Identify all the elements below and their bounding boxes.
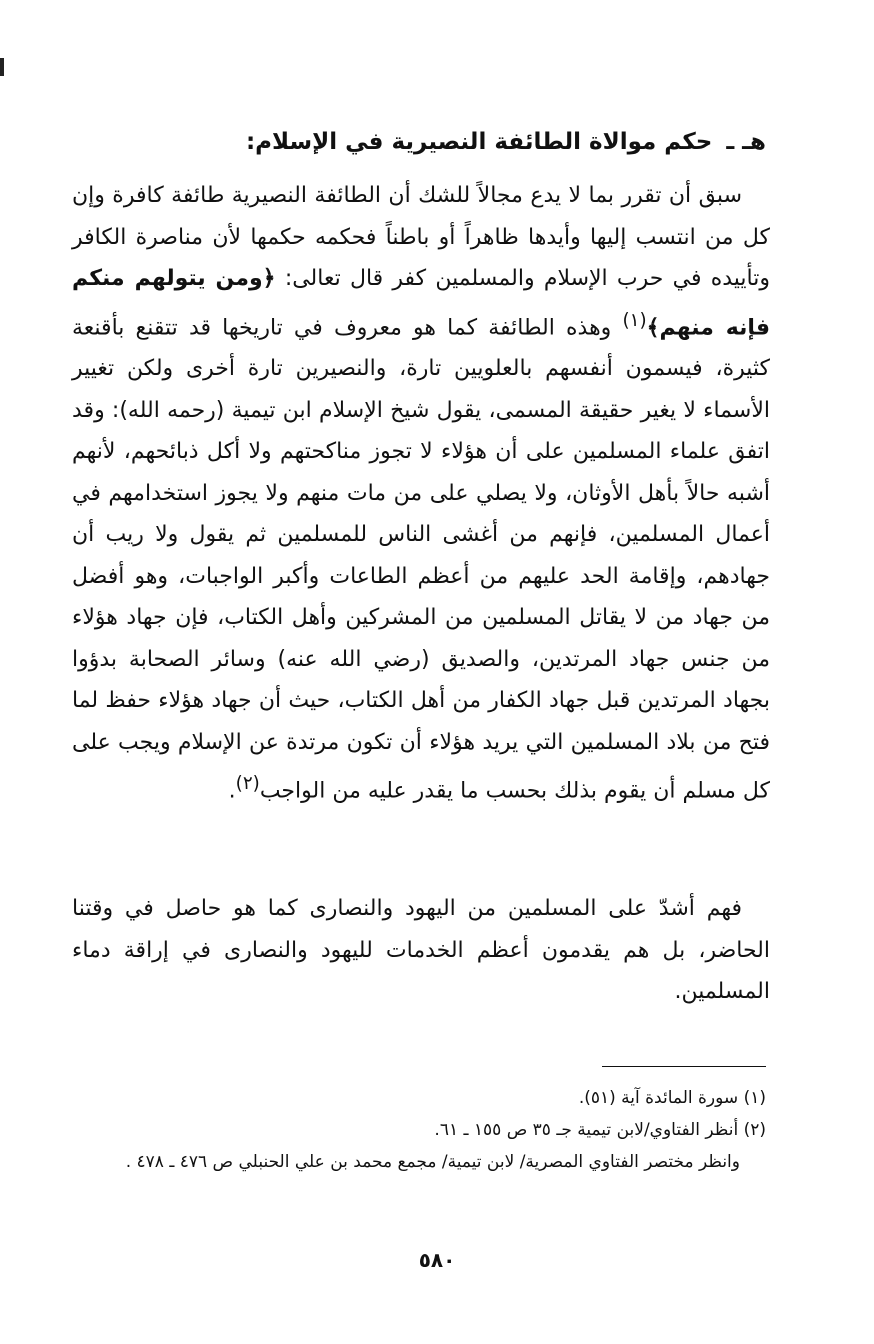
footnote-separator <box>602 1066 766 1067</box>
paragraph-1-body: وهذه الطائفة كما هو معروف في تاريخها قد تتقنع بأقنعة كثيرة، فيسمون أنفسهم بالعلويين تارة، والنصيرين تارة أخرى ولكن تغيير الأسماء لا يغير حقيقة المسمى، يقول شيخ الإسلام ابن تيمية (رحمه الله): وقد اتفق علماء المسلمين على أن هؤلاء لا تجوز مناكحتهم ولا أكل ذبائحهم، لأنهم أشبه حالاً بأهل الأوثان، ولا يصلي على من مات منهم ولا يجوز استخدامهم في أعمال المسلمين، فإنهم من أغشى الناس للمسلمين ثم يقول ولا ريب أن جهادهم، وإقامة الحد عليهم من أعظم الطاعات وأكبر الواجبات، وهو أفضل من جهاد من لا يقاتل المسلمين من المشركين وأهل الكتاب، فإن جهاد هؤلاء من جنس جهاد المرتدين، والصديق (رضي الله عنه) وسائر الصحابة بدؤوا بجهاد المرتدين قبل جهاد الكفار من أهل الكتاب، حيث أن جهاد هؤلاء حفظ لما فتح من بلاد المسلمين التي يريد هؤلاء أن تكون مرتدة عن الإسلام ويجب على كل مسلم أن يقوم بذلك بحسب ما يقدر عليه من الواجب <box>72 314 770 804</box>
footnote-ref-1: (١) <box>622 309 647 331</box>
body-paragraph-2 <box>72 888 770 1013</box>
section-marker: هـ ـ <box>726 129 766 155</box>
footnote-1: (١) سورة المائدة آية (٥١). <box>578 1088 766 1108</box>
section-heading <box>72 122 766 162</box>
paragraph-1-end: . <box>228 778 236 804</box>
footnote-2: (٢) أنظر الفتاوي/لابن تيمية جـ ٣٥ ص ١٥٥ ـ ٦١. <box>434 1120 766 1140</box>
body-paragraph-1 <box>72 175 770 812</box>
page-number: ٥٨٠ <box>418 1248 456 1272</box>
footnote-2-continuation: وانظر مختصر الفتاوي المصرية/ لابن تيمية/ مجمع محمد بن علي الحنبلي ص ٤٧٦ ـ ٤٧٨ . <box>125 1152 740 1172</box>
scan-edge-mark <box>0 58 4 76</box>
paragraph-1-opening: سبق أن تقرر بما لا يدع مجالاً للشك أن الطائفة النصيرية طائفة كافرة وإن كل من انتسب إليها وأيدها ظاهراً أو باطناً فحكمه حكمها لأن مناصرة الكافر وتأييده في حرب الإسلام والمسلمين كفر قال تعالى: <box>72 183 771 291</box>
footnotes <box>70 1082 766 1178</box>
footnote-ref-2: (٢) <box>235 773 260 795</box>
section-title: حكم موالاة الطائفة النصيرية في الإسلام: <box>245 129 713 155</box>
paragraph-2-text: فهم أشدّ على المسلمين من اليهود والنصارى كما هو حاصل في وقتنا الحاضر، بل هم يقدمون أعظم الخدمات لليهود والنصارى في إراقة دماء المسلمين. <box>72 896 770 1004</box>
quran-verse: ﴿ومن يتولهم منكم فإنه منهم﴾ <box>72 266 770 340</box>
